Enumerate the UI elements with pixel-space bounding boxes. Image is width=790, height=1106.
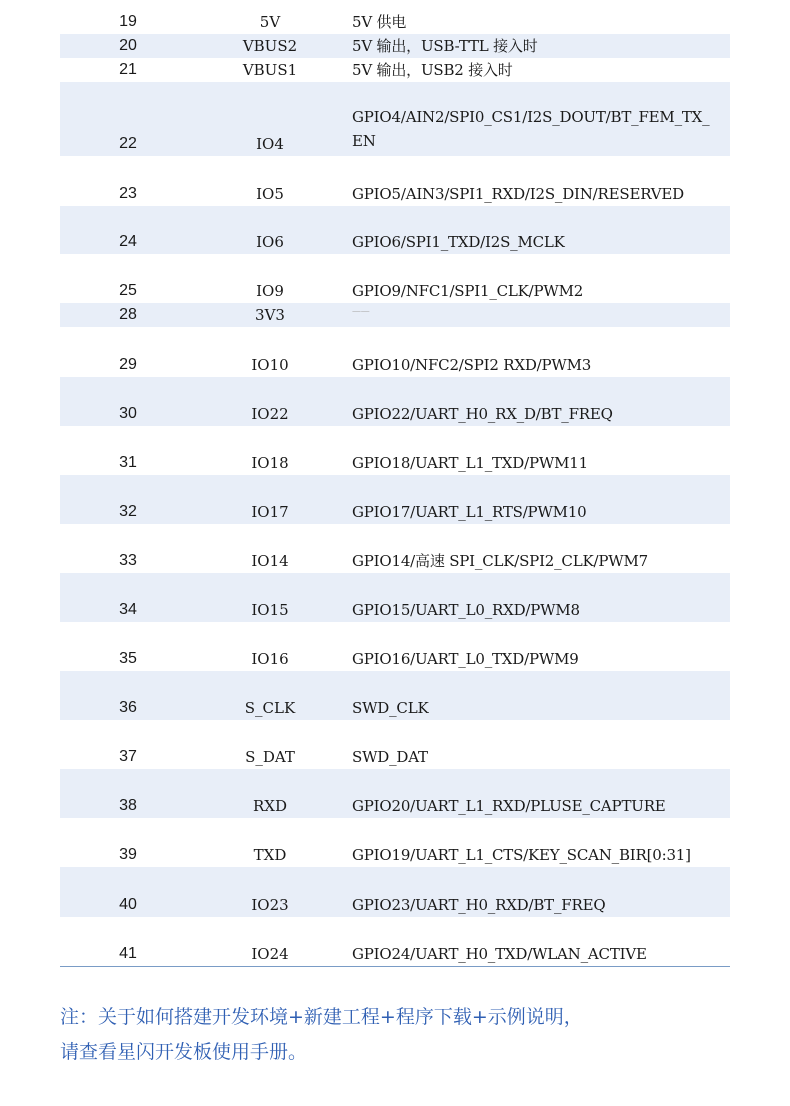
footnote-line: 请查看星闪开发板使用手册。 <box>60 1041 308 1063</box>
table-row <box>60 426 730 475</box>
pin-function: GPIO14/高速 SPI_CLK/SPI2_CLK/PWM7 <box>352 552 648 570</box>
table-row <box>60 156 730 206</box>
pin-number: 19 <box>119 13 137 30</box>
pin-function: GPIO24/UART_H0_TXD/WLAN_ACTIVE <box>352 945 647 963</box>
pin-name: IO10 <box>251 356 289 374</box>
pin-name: VBUS2 <box>242 37 298 55</box>
pin-function: SWD_CLK <box>352 699 429 717</box>
pin-number: 37 <box>119 748 137 765</box>
pin-table <box>60 10 730 967</box>
pin-number: 41 <box>119 945 137 962</box>
table-row <box>60 671 730 720</box>
table-row <box>60 254 730 303</box>
footnote <box>60 1000 760 1070</box>
pin-number: 22 <box>119 135 137 152</box>
pin-name: IO9 <box>256 282 284 300</box>
pin-name: 5V <box>259 13 281 31</box>
pin-function: SWD_DAT <box>352 748 428 766</box>
table-row <box>60 917 730 966</box>
pin-function: GPIO9/NFC1/SPI1_CLK/PWM2 <box>352 282 584 300</box>
pin-function: GPIO15/UART_L0_RXD/PWM8 <box>352 601 580 619</box>
table-row <box>60 622 730 671</box>
pin-number: 32 <box>119 503 137 520</box>
pin-name: IO16 <box>251 650 289 668</box>
pin-name: IO22 <box>251 405 289 423</box>
pin-function: 5V 供电 <box>352 13 407 31</box>
pin-function: GPIO10/NFC2/SPI2 RXD/PWM3 <box>352 356 592 374</box>
pin-number: 34 <box>119 601 137 618</box>
pin-name: IO17 <box>251 503 289 521</box>
pin-number: 36 <box>119 699 137 716</box>
table-row <box>60 82 730 156</box>
pin-name: IO6 <box>256 233 284 251</box>
table-row <box>60 206 730 254</box>
table-row <box>60 34 730 58</box>
pin-name: S_CLK <box>244 699 296 717</box>
pin-number: 25 <box>119 282 137 299</box>
footnote-line: 注：关于如何搭建开发环境+新建工程+程序下载+示例说明， <box>60 1006 583 1028</box>
pin-function: GPIO16/UART_L0_TXD/PWM9 <box>352 650 579 668</box>
pin-number: 40 <box>119 896 137 913</box>
table-row <box>60 377 730 426</box>
pin-function: 5V 输出，USB-TTL 接入时 <box>352 37 538 55</box>
pin-name: 3V3 <box>255 306 285 324</box>
pin-name: IO14 <box>251 552 289 570</box>
table-row <box>60 524 730 573</box>
table-row <box>60 818 730 867</box>
pin-number: 28 <box>119 306 137 323</box>
table-row <box>60 10 730 34</box>
pin-number: 24 <box>119 233 137 250</box>
pin-name: RXD <box>253 797 287 815</box>
pin-function: GPIO19/UART_L1_CTS/KEY_SCAN_BIR[0:31] <box>352 846 691 864</box>
pin-name: IO23 <box>251 896 289 914</box>
pin-function: GPIO20/UART_L1_RXD/PLUSE_CAPTURE <box>352 797 666 815</box>
table-row <box>60 573 730 622</box>
table-row <box>60 303 730 327</box>
pin-name: IO4 <box>256 135 284 153</box>
pin-number: 33 <box>119 552 137 569</box>
pin-name: IO18 <box>251 454 289 472</box>
pin-name: S_DAT <box>245 748 295 766</box>
table-row <box>60 475 730 524</box>
pin-function: GPIO5/AIN3/SPI1_RXD/I2S_DIN/RESERVED <box>352 185 684 203</box>
pin-function: GPIO18/UART_L1_TXD/PWM11 <box>352 454 588 472</box>
pin-number: 35 <box>119 650 137 667</box>
pin-function: GPIO23/UART_H0_RXD/BT_FREQ <box>352 896 606 914</box>
pin-number: 23 <box>119 185 137 202</box>
pin-function: GPIO22/UART_H0_RX_D/BT_FREQ <box>352 405 613 423</box>
table-row <box>60 867 730 917</box>
pin-number: 39 <box>119 846 137 863</box>
pin-number: 31 <box>119 454 137 471</box>
pin-number: 38 <box>119 797 137 814</box>
pin-function: GPIO4/AIN2/SPI0_CS1/I2S_DOUT/BT_FEM_TX_ EN <box>352 108 710 150</box>
pin-number: 20 <box>119 37 137 54</box>
table-row <box>60 769 730 818</box>
pin-function: 5V 输出，USB2 接入时 <box>352 61 513 79</box>
pin-number: 30 <box>119 405 137 422</box>
pin-name: IO15 <box>251 601 289 619</box>
pin-number: 21 <box>119 61 137 78</box>
pin-number: 29 <box>119 356 137 373</box>
pin-name: VBUS1 <box>242 61 298 79</box>
pin-name: IO24 <box>251 945 289 963</box>
table-row <box>60 327 730 377</box>
pin-function: —— <box>352 307 370 317</box>
pin-function: GPIO17/UART_L1_RTS/PWM10 <box>352 503 587 521</box>
pin-name: TXD <box>253 846 287 864</box>
table-row <box>60 720 730 769</box>
pin-function: GPIO6/SPI1_TXD/I2S_MCLK <box>352 233 565 251</box>
pin-name: IO5 <box>256 185 284 203</box>
table-row <box>60 58 730 82</box>
